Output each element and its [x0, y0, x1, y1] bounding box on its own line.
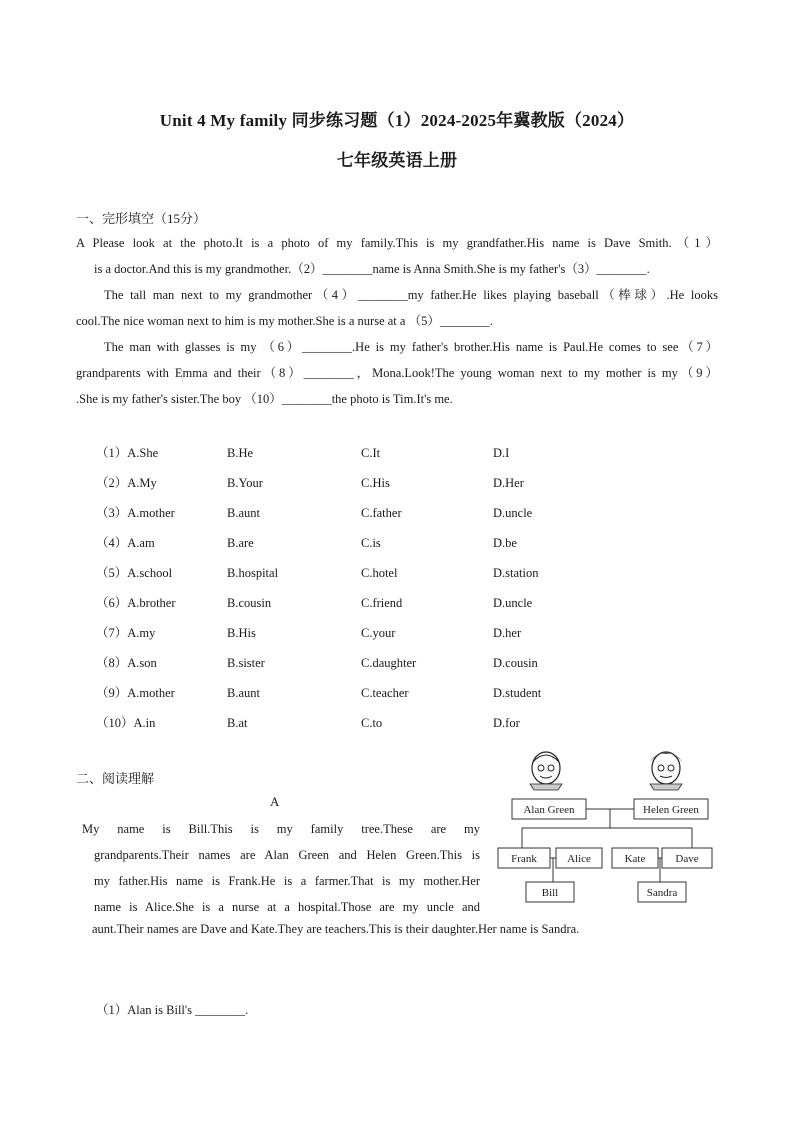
option-d: D.uncle	[493, 596, 533, 610]
tree-label: Kate	[624, 853, 646, 865]
option-row	[96, 622, 696, 652]
option-b: B.cousin	[227, 596, 272, 610]
option-a: （5）A.school	[96, 566, 173, 580]
option-d: D.Her	[493, 476, 524, 490]
tree-label: Sandra	[646, 887, 678, 899]
option-c: C.to	[361, 716, 383, 730]
option-row	[96, 592, 696, 622]
option-c: C.your	[361, 626, 396, 640]
grandmother-cartoon-icon	[650, 752, 682, 790]
option-c: C.teacher	[361, 686, 409, 700]
option-d: D.uncle	[493, 506, 533, 520]
option-row	[96, 652, 696, 682]
option-a: （1）A.She	[96, 446, 159, 460]
passage-line: my father.His name is Frank.He is a farmer.That is my mother.Her	[94, 874, 480, 888]
option-a: （6）A.brother	[96, 596, 176, 610]
option-d: D.student	[493, 686, 542, 700]
option-d: D.for	[493, 716, 520, 730]
option-b: B.at	[227, 716, 248, 730]
tree-connectors	[522, 809, 692, 882]
option-a: （4）A.am	[96, 536, 155, 550]
option-b: B.are	[227, 536, 254, 550]
option-d: D.her	[493, 626, 522, 640]
option-b: B.Your	[227, 476, 263, 490]
tree-label: Bill	[541, 887, 559, 899]
option-d: D.I	[493, 446, 510, 460]
tree-label: Alan Green	[523, 804, 575, 816]
option-b: B.aunt	[227, 506, 260, 520]
option-row	[96, 682, 696, 712]
passage-title: A	[270, 794, 280, 809]
option-a: （8）A.son	[96, 656, 157, 670]
cloze-line: grandparents with Emma and their（8）________，Mona.Look!The young woman next to my mother is my（9）	[76, 366, 718, 380]
tree-label: Helen Green	[643, 804, 699, 816]
option-c: C.father	[361, 506, 402, 520]
grandfather-cartoon-icon	[530, 752, 562, 790]
passage-line: aunt.Their names are Dave and Kate.They are teachers.This is their daughter.Her name is Sandra.	[92, 922, 580, 936]
passage-line: name is Alice.She is a nurse at a hospital.Those are my uncle and	[94, 900, 480, 914]
option-row	[96, 562, 696, 592]
option-a: （2）A.My	[96, 476, 157, 490]
question-1: （1）Alan is Bill's ________.	[96, 1003, 249, 1017]
option-b: B.hospital	[227, 566, 279, 580]
options-list	[96, 442, 696, 742]
cloze-line: cool.The nice woman next to him is my mother.She is a nurse at a （5）________.	[76, 314, 493, 328]
cloze-line: A Please look at the photo.It is a photo of my family.This is my grandfather.His name is Dave Smith.（1）	[76, 236, 718, 250]
option-c: C.His	[361, 476, 390, 490]
option-row	[96, 532, 696, 562]
option-a: （3）A.mother	[96, 506, 175, 520]
option-row	[96, 712, 696, 742]
cloze-line: .She is my father's sister.The boy （10）________the photo is Tim.It's me.	[76, 392, 453, 406]
section2-heading: 二、阅读理解	[76, 771, 155, 786]
cloze-passage	[76, 230, 718, 412]
option-a: （7）A.my	[96, 626, 156, 640]
option-b: B.His	[227, 626, 256, 640]
option-c: C.friend	[361, 596, 403, 610]
tree-label: Dave	[675, 853, 699, 865]
cloze-line: The man with glasses is my （6）________.He is my father's brother.His name is Paul.He comes to see（7）	[104, 340, 718, 354]
document-subtitle: 七年级英语上册	[336, 151, 458, 170]
option-c: C.hotel	[361, 566, 398, 580]
option-c: C.It	[361, 446, 381, 460]
reading-passage	[76, 816, 480, 920]
option-row	[96, 472, 696, 502]
tree-label: Alice	[567, 853, 591, 865]
passage-line: My name is Bill.This is my family tree.These are my	[82, 822, 480, 836]
option-c: C.is	[361, 536, 381, 550]
option-c: C.daughter	[361, 656, 417, 670]
option-row	[96, 442, 696, 472]
document-title: Unit 4 My family 同步练习题（1）2024-2025年冀教版（2024）	[159, 111, 635, 130]
option-b: B.He	[227, 446, 254, 460]
option-row	[96, 502, 696, 532]
passage-line: grandparents.Their names are Alan Green and Helen Green.This is	[94, 848, 480, 862]
option-d: D.be	[493, 536, 517, 550]
option-b: B.sister	[227, 656, 265, 670]
section1-heading: 一、完形填空（15分）	[76, 211, 207, 226]
cloze-line: is a doctor.And this is my grandmother.（2）________name is Anna Smith.She is my father's（3）________.	[94, 262, 650, 276]
option-a: （10）A.in	[96, 716, 156, 730]
option-b: B.aunt	[227, 686, 260, 700]
cloze-line: The tall man next to my grandmother（4）________my father.He likes playing baseball（棒球）.He looks	[104, 288, 718, 302]
option-d: D.station	[493, 566, 539, 580]
family-tree-diagram	[496, 744, 720, 908]
tree-label: Frank	[511, 853, 537, 865]
option-a: （9）A.mother	[96, 686, 175, 700]
option-d: D.cousin	[493, 656, 538, 670]
